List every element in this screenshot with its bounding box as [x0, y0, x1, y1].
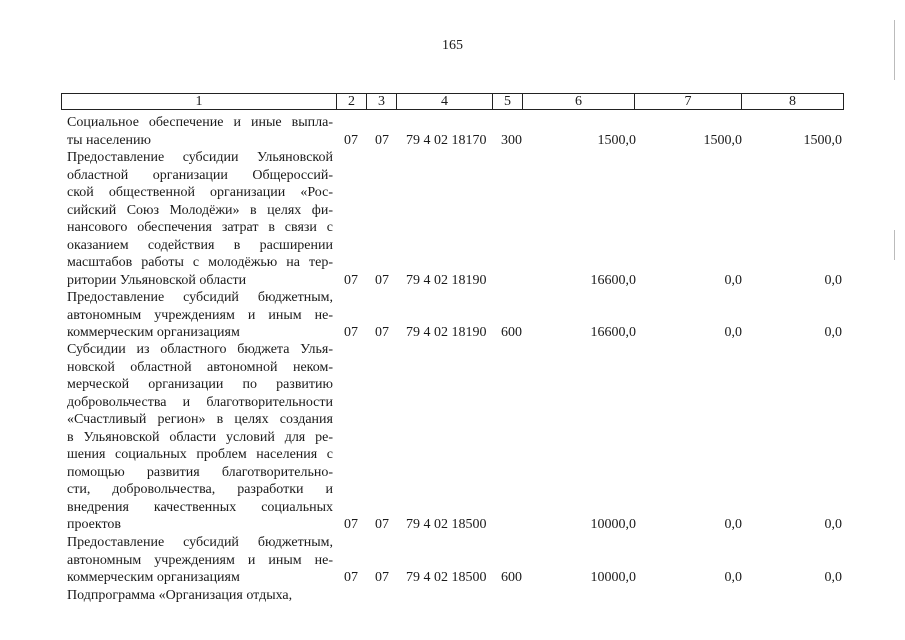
header-col-7: 7	[635, 94, 742, 110]
cell-c7: 0,0	[724, 517, 742, 532]
cell-c6: 16600,0	[590, 272, 636, 288]
row-description	[67, 114, 333, 149]
column-header-row	[61, 93, 844, 110]
description-line: масштабов работы с молодёжью на тер-	[67, 255, 333, 270]
cell-c4: 79 4 02 18170	[406, 132, 487, 148]
description-line: оказанием содействия в расширении	[67, 237, 333, 253]
cell-c8: 0,0	[824, 325, 842, 340]
row-description	[67, 341, 333, 534]
description-line: нансового обеспечения затрат в связи с	[67, 220, 333, 235]
cell-c8: 0,0	[824, 272, 842, 288]
cell-c6: 1500,0	[597, 132, 636, 148]
description-line: сти, добровольчества, разработки и	[67, 482, 333, 497]
description-line: коммерческим организациям	[67, 570, 240, 585]
cell-c8: 1500,0	[803, 132, 842, 148]
description-line: Субсидии из областного бюджета Улья-	[67, 342, 333, 357]
cell-c5: 300	[501, 132, 522, 148]
description-line: сийский Союз Молодёжи» в целях фи-	[67, 202, 333, 218]
cell-c7: 0,0	[724, 570, 742, 585]
cell-c5: 600	[501, 570, 522, 585]
cell-c4: 79 4 02 18500	[406, 517, 487, 532]
description-line: помощью развития благотворительно-	[67, 464, 333, 480]
cell-c7: 1500,0	[703, 132, 742, 148]
row-description	[67, 149, 333, 289]
cell-c6: 10000,0	[590, 570, 636, 585]
cell-c4: 79 4 02 18190	[406, 272, 487, 288]
description-line: «Счастливый регион» в целях создания	[67, 412, 333, 427]
description-line: ской общественной организации «Рос-	[67, 185, 333, 200]
description-line: Подпрограмма «Организация отдыха,	[67, 588, 293, 603]
page-number: 165	[442, 38, 463, 53]
description-line: новской областной автономной неком-	[67, 359, 333, 375]
cell-c6: 10000,0	[590, 517, 636, 532]
description-line: внедрения качественных социальных	[67, 499, 333, 515]
cell-c3: 07	[375, 272, 389, 288]
scan-margin-mark	[894, 20, 895, 80]
header-col-2: 2	[337, 94, 367, 110]
scan-margin-mark	[894, 230, 895, 260]
description-line: автономным учреждениям и иным не-	[67, 307, 333, 323]
description-line: ритории Ульяновской области	[67, 272, 247, 288]
cell-c4: 79 4 02 18500	[406, 570, 487, 585]
description-line: коммерческим организациям	[67, 325, 240, 340]
cell-c4: 79 4 02 18190	[406, 325, 487, 340]
cell-c2: 07	[344, 272, 358, 288]
cell-c5: 600	[501, 325, 522, 340]
description-line: добровольчества и благотворительности	[67, 394, 333, 410]
row-description	[67, 534, 333, 587]
cell-c2: 07	[344, 517, 358, 532]
cell-c8: 0,0	[824, 517, 842, 532]
cell-c2: 07	[344, 570, 358, 585]
header-col-6: 6	[523, 94, 635, 110]
row-description	[67, 289, 333, 342]
description-line: Социальное обеспечение и иные выпла-	[67, 115, 333, 130]
description-line: Предоставление субсидии Ульяновской	[67, 150, 333, 165]
description-line: автономным учреждениям и иным не-	[67, 552, 333, 568]
cell-c7: 0,0	[724, 325, 742, 340]
cell-c2: 07	[344, 325, 358, 340]
description-line: Предоставление субсидий бюджетным,	[67, 290, 333, 305]
cell-c3: 07	[375, 325, 389, 340]
description-line: областной организации Общероссий-	[67, 167, 333, 183]
header-col-3: 3	[367, 94, 397, 110]
cell-c7: 0,0	[724, 272, 742, 288]
description-line: мерческой организации по развитию	[67, 377, 333, 392]
row-description	[67, 587, 333, 605]
cell-c3: 07	[375, 570, 389, 585]
cell-c6: 16600,0	[590, 325, 636, 340]
header-col-1: 1	[62, 94, 337, 110]
description-line: шения социальных проблем населения с	[67, 447, 333, 462]
cell-c3: 07	[375, 517, 389, 532]
description-line: Предоставление субсидий бюджетным,	[67, 535, 333, 550]
description-line: в Ульяновской области условий для ре-	[67, 429, 333, 445]
header-col-4: 4	[397, 94, 493, 110]
cell-c8: 0,0	[824, 570, 842, 585]
header-col-8: 8	[742, 94, 844, 110]
cell-c3: 07	[375, 132, 389, 148]
header-col-5: 5	[493, 94, 523, 110]
description-line: ты населению	[67, 132, 151, 148]
description-line: проектов	[67, 517, 122, 532]
cell-c2: 07	[344, 132, 358, 148]
